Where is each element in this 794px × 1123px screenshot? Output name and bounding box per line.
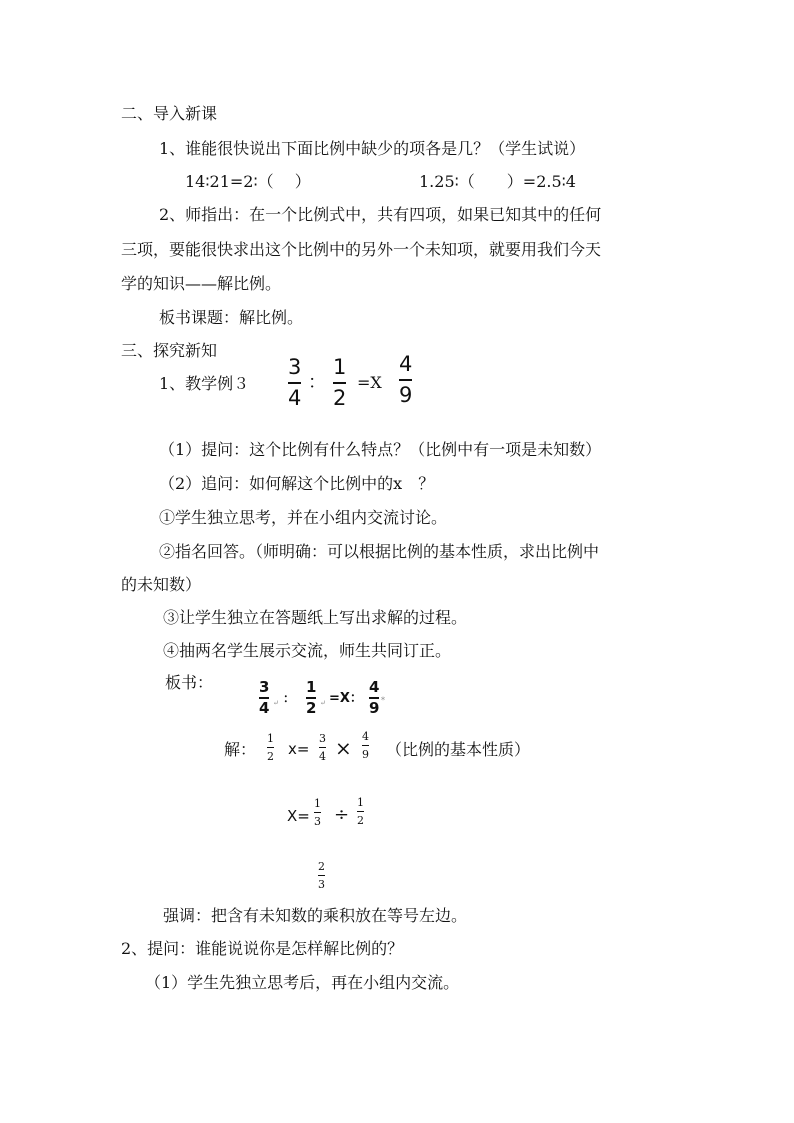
step-3: ③让学生独立在答题纸上写出求解的过程。 — [163, 608, 468, 627]
numerator: 3 — [259, 678, 270, 696]
board-fraction-four-ninths — [369, 680, 379, 716]
solution-fraction-four-ninths — [362, 731, 369, 760]
denominator: 2 — [267, 750, 274, 763]
denominator: 2 — [357, 814, 364, 827]
numerator: 1 — [333, 355, 347, 379]
solution-fraction-one-half-b — [357, 797, 364, 826]
fraction-bar — [357, 811, 364, 812]
paragraph-item-2-line-2: 三项，要能很快求出这个比例中的另外一个未知项，就要用我们今天 — [121, 240, 602, 259]
numerator: 4 — [369, 678, 380, 696]
fraction-bar — [319, 747, 326, 748]
numerator: 1 — [357, 796, 364, 809]
numerator: 3 — [319, 732, 326, 745]
solution-fraction-three-quarters — [319, 733, 326, 762]
solution-fraction-one-third — [314, 798, 321, 827]
denominator: 9 — [362, 748, 369, 761]
board-equals-x: =X： — [329, 691, 363, 706]
paragraph-item-1: 1、谁能很快说出下面比例中缺少的项各是几？（学生试说） — [159, 139, 586, 158]
board-label: 板书： — [165, 673, 214, 692]
denominator: 4 — [259, 698, 270, 717]
numerator: 1 — [314, 797, 321, 810]
denominator: 2 — [306, 698, 317, 717]
solve-label: 解： — [224, 740, 257, 759]
section-heading-import: 二、导入新课 — [121, 104, 218, 123]
ratio-example-b: 1.25∶（ ）=2.5∶4 — [419, 172, 576, 191]
paragraph-mark-icon: ↵ — [273, 699, 279, 707]
ratio-example-a: 14∶21=2∶（ ） — [185, 172, 311, 191]
example-fraction-one-half — [333, 357, 346, 409]
divide-sign: ÷ — [334, 804, 350, 825]
board-fraction-one-half — [306, 680, 316, 716]
fraction-bar — [333, 382, 346, 384]
step-2-line-1: ②指名回答。（师明确：可以根据比例的基本性质，求出比例中 — [159, 542, 600, 561]
board-topic: 板书课题：解比例。 — [159, 308, 304, 327]
numerator: 2 — [318, 860, 325, 873]
emphasis-note: 强调：把含有未知数的乘积放在等号左边。 — [163, 906, 468, 925]
denominator: 9 — [399, 382, 413, 407]
step-4: ④抽两名学生展示交流，师生共同订正。 — [163, 641, 452, 660]
numerator: 4 — [399, 352, 413, 376]
example-fraction-three-quarters — [288, 357, 301, 409]
paragraph-mark-icon: ↵ — [320, 699, 326, 707]
item-2-sub-1: （1）学生先独立思考后，再在小组内交流。 — [145, 973, 460, 992]
example-fraction-four-ninths — [399, 354, 412, 406]
denominator: 4 — [319, 750, 326, 763]
fraction-bar — [399, 379, 412, 381]
board-colon: ： — [283, 691, 296, 705]
example-colon: ： — [308, 372, 326, 393]
numerator: 1 — [267, 732, 274, 745]
denominator: 3 — [314, 815, 321, 828]
question-2: （2）追问：如何解这个比例中的x ？ — [159, 474, 435, 493]
numerator: 1 — [306, 678, 317, 696]
denominator: 4 — [288, 385, 302, 410]
solution-capital-x-equals: X= — [287, 807, 310, 825]
board-mark: * — [381, 696, 385, 705]
numerator: 3 — [288, 355, 302, 379]
solution-fraction-one-half — [267, 733, 274, 762]
solution-x-equals: x= — [288, 740, 310, 758]
paragraph-item-2-line-3: 学的知识——解比例。 — [121, 274, 282, 293]
fraction-bar — [318, 875, 325, 876]
solution-result-two-thirds — [318, 861, 325, 890]
fraction-bar — [362, 745, 369, 746]
solution-note: （比例的基本性质） — [386, 740, 531, 759]
step-2-line-2: 的未知数） — [121, 575, 202, 594]
denominator: 2 — [333, 385, 347, 410]
fraction-bar — [267, 747, 274, 748]
question-1: （1）提问：这个比例有什么特点？（比例中有一项是未知数） — [159, 440, 602, 459]
section-heading-explore: 三、探究新知 — [121, 341, 218, 360]
numerator: 4 — [362, 730, 369, 743]
example-equals-x: =X — [357, 373, 382, 392]
denominator: 3 — [318, 878, 325, 891]
item-2-heading: 2、提问：谁能说说你是怎样解比例的？ — [121, 939, 404, 958]
fraction-bar — [288, 382, 301, 384]
example-3-label: 1、教学例３ — [159, 374, 250, 393]
times-sign: × — [335, 736, 352, 760]
paragraph-item-2-line-1: 2、师指出：在一个比例式中，共有四项，如果已知其中的任何 — [159, 205, 602, 224]
step-1: ①学生独立思考，并在小组内交流讨论。 — [159, 508, 448, 527]
denominator: 9 — [369, 698, 380, 717]
fraction-bar — [314, 812, 321, 813]
board-fraction-three-quarters — [259, 680, 269, 716]
